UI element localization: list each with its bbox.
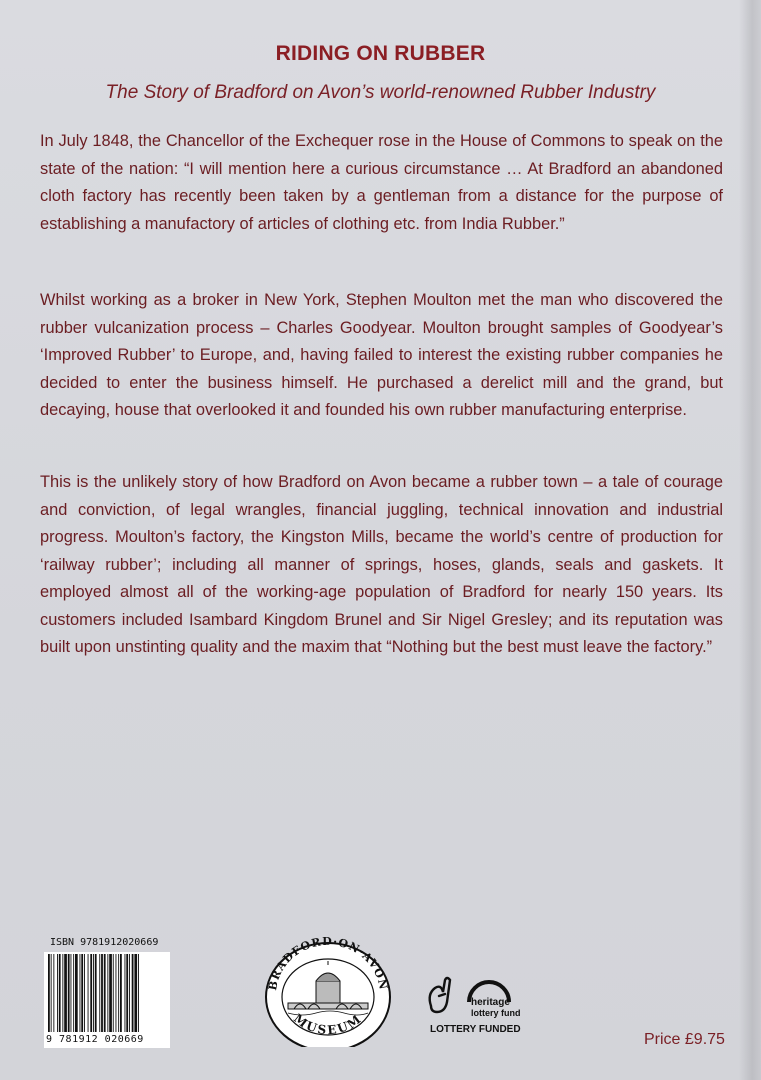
crossed-fingers-icon — [430, 978, 450, 1012]
book-subtitle: The Story of Bradford on Avon’s world-renowned Rubber Industry — [105, 82, 656, 103]
barcode-bar — [125, 954, 126, 1032]
barcode-bar — [134, 954, 137, 1032]
barcode-bar — [90, 954, 92, 1032]
barcode-bar — [132, 954, 134, 1032]
barcode-bar — [64, 954, 67, 1032]
price-label: Price £9.75 — [644, 1031, 725, 1048]
lottery-fund-text: lottery fund — [471, 1008, 521, 1018]
barcode-bar — [93, 954, 94, 1032]
barcode-bar — [118, 954, 119, 1032]
museum-logo — [262, 935, 394, 1047]
book-title: RIDING ON RUBBER — [275, 42, 486, 65]
barcode-bar — [113, 954, 114, 1032]
cover-edge-shadow — [739, 0, 761, 1080]
barcode-bar — [95, 954, 97, 1032]
barcode-bar — [71, 954, 72, 1032]
barcode-bar — [75, 954, 78, 1032]
lottery-funded-label: LOTTERY FUNDED — [430, 1024, 521, 1035]
barcode-bar — [59, 954, 61, 1032]
barcode-bar — [120, 954, 122, 1032]
barcode-bar — [107, 954, 108, 1032]
blurb-paragraph-3: This is the unlikely story of how Bradford on Avon became a rubber town – a tale of courage and conviction, of legal wrangles, financial juggling, technical innovation and industrial progress. Moulton’s factory, the Kingston Mills, became the world’s centre of production for ‘railway rubber’; including all manner of springs, hoses, glands, seals and gaskets. It employed almost all of the working-age population of Bradford for nearly 150 years. Its customers included Isambard Kingdom Brunel and Sir Nigel Gresley; and its reputation was built upon unstinting quality and the maxim that “Nothing but the best must leave the factory.” — [40, 473, 723, 656]
blurb-paragraph-1: In July 1848, the Chancellor of the Exchequer rose in the House of Commons to speak on the state of the nation: “I will mention here a curious circumstance … At Bradford an abandoned cloth factory has recently been taken by a gentleman from a distance for the purpose of establishing a manufactory of articles of clothing etc. from India Rubber.” — [40, 132, 723, 233]
barcode-bar — [99, 954, 100, 1032]
blurb-paragraph-2: Whilst working as a broker in New York, Stephen Moulton met the man who discovered the rubber vulcanization process – Charles Goodyear. Moulton brought samples of Goodyear’s ‘Improved Rubber’ to Europe, and, having failed to interest the existing rubber companies he decided to enter the business himself. He purchased a derelict mill and the grand, but decaying, house that overlooked it and founded his own rubber manufacturing enterprise. — [40, 291, 723, 419]
barcode-bars — [44, 952, 170, 1036]
barcode-bar — [62, 954, 63, 1032]
isbn-label: ISBN 9781912020669 — [50, 937, 159, 948]
barcode-bar — [68, 954, 70, 1032]
museum-logo-bottom-text: MUSEUM — [291, 1011, 365, 1038]
barcode-bar — [138, 954, 139, 1032]
barcode-bar — [88, 954, 89, 1032]
barcode-bar — [84, 954, 85, 1032]
barcode-bar — [81, 954, 83, 1032]
barcode-bar — [51, 954, 52, 1032]
barcode-bar — [126, 954, 128, 1032]
barcode-bar — [57, 954, 58, 1032]
barcode-bar — [73, 954, 74, 1032]
barcode-bar — [129, 954, 130, 1032]
heritage-text: heritage — [471, 997, 510, 1008]
barcode-digits: 9 781912 020669 — [46, 1034, 170, 1045]
museum-logo-top-text: BRADFORD·ON·AVON — [266, 935, 390, 992]
barcode-bar — [109, 954, 112, 1032]
barcode-bar — [48, 954, 50, 1032]
barcode-bar — [53, 954, 54, 1032]
heritage-lottery-fund-logo — [425, 972, 535, 1022]
barcode-bar — [116, 954, 117, 1032]
barcode-bar — [80, 954, 81, 1032]
barcode-bar — [104, 954, 106, 1032]
barcode-bar — [101, 954, 103, 1032]
